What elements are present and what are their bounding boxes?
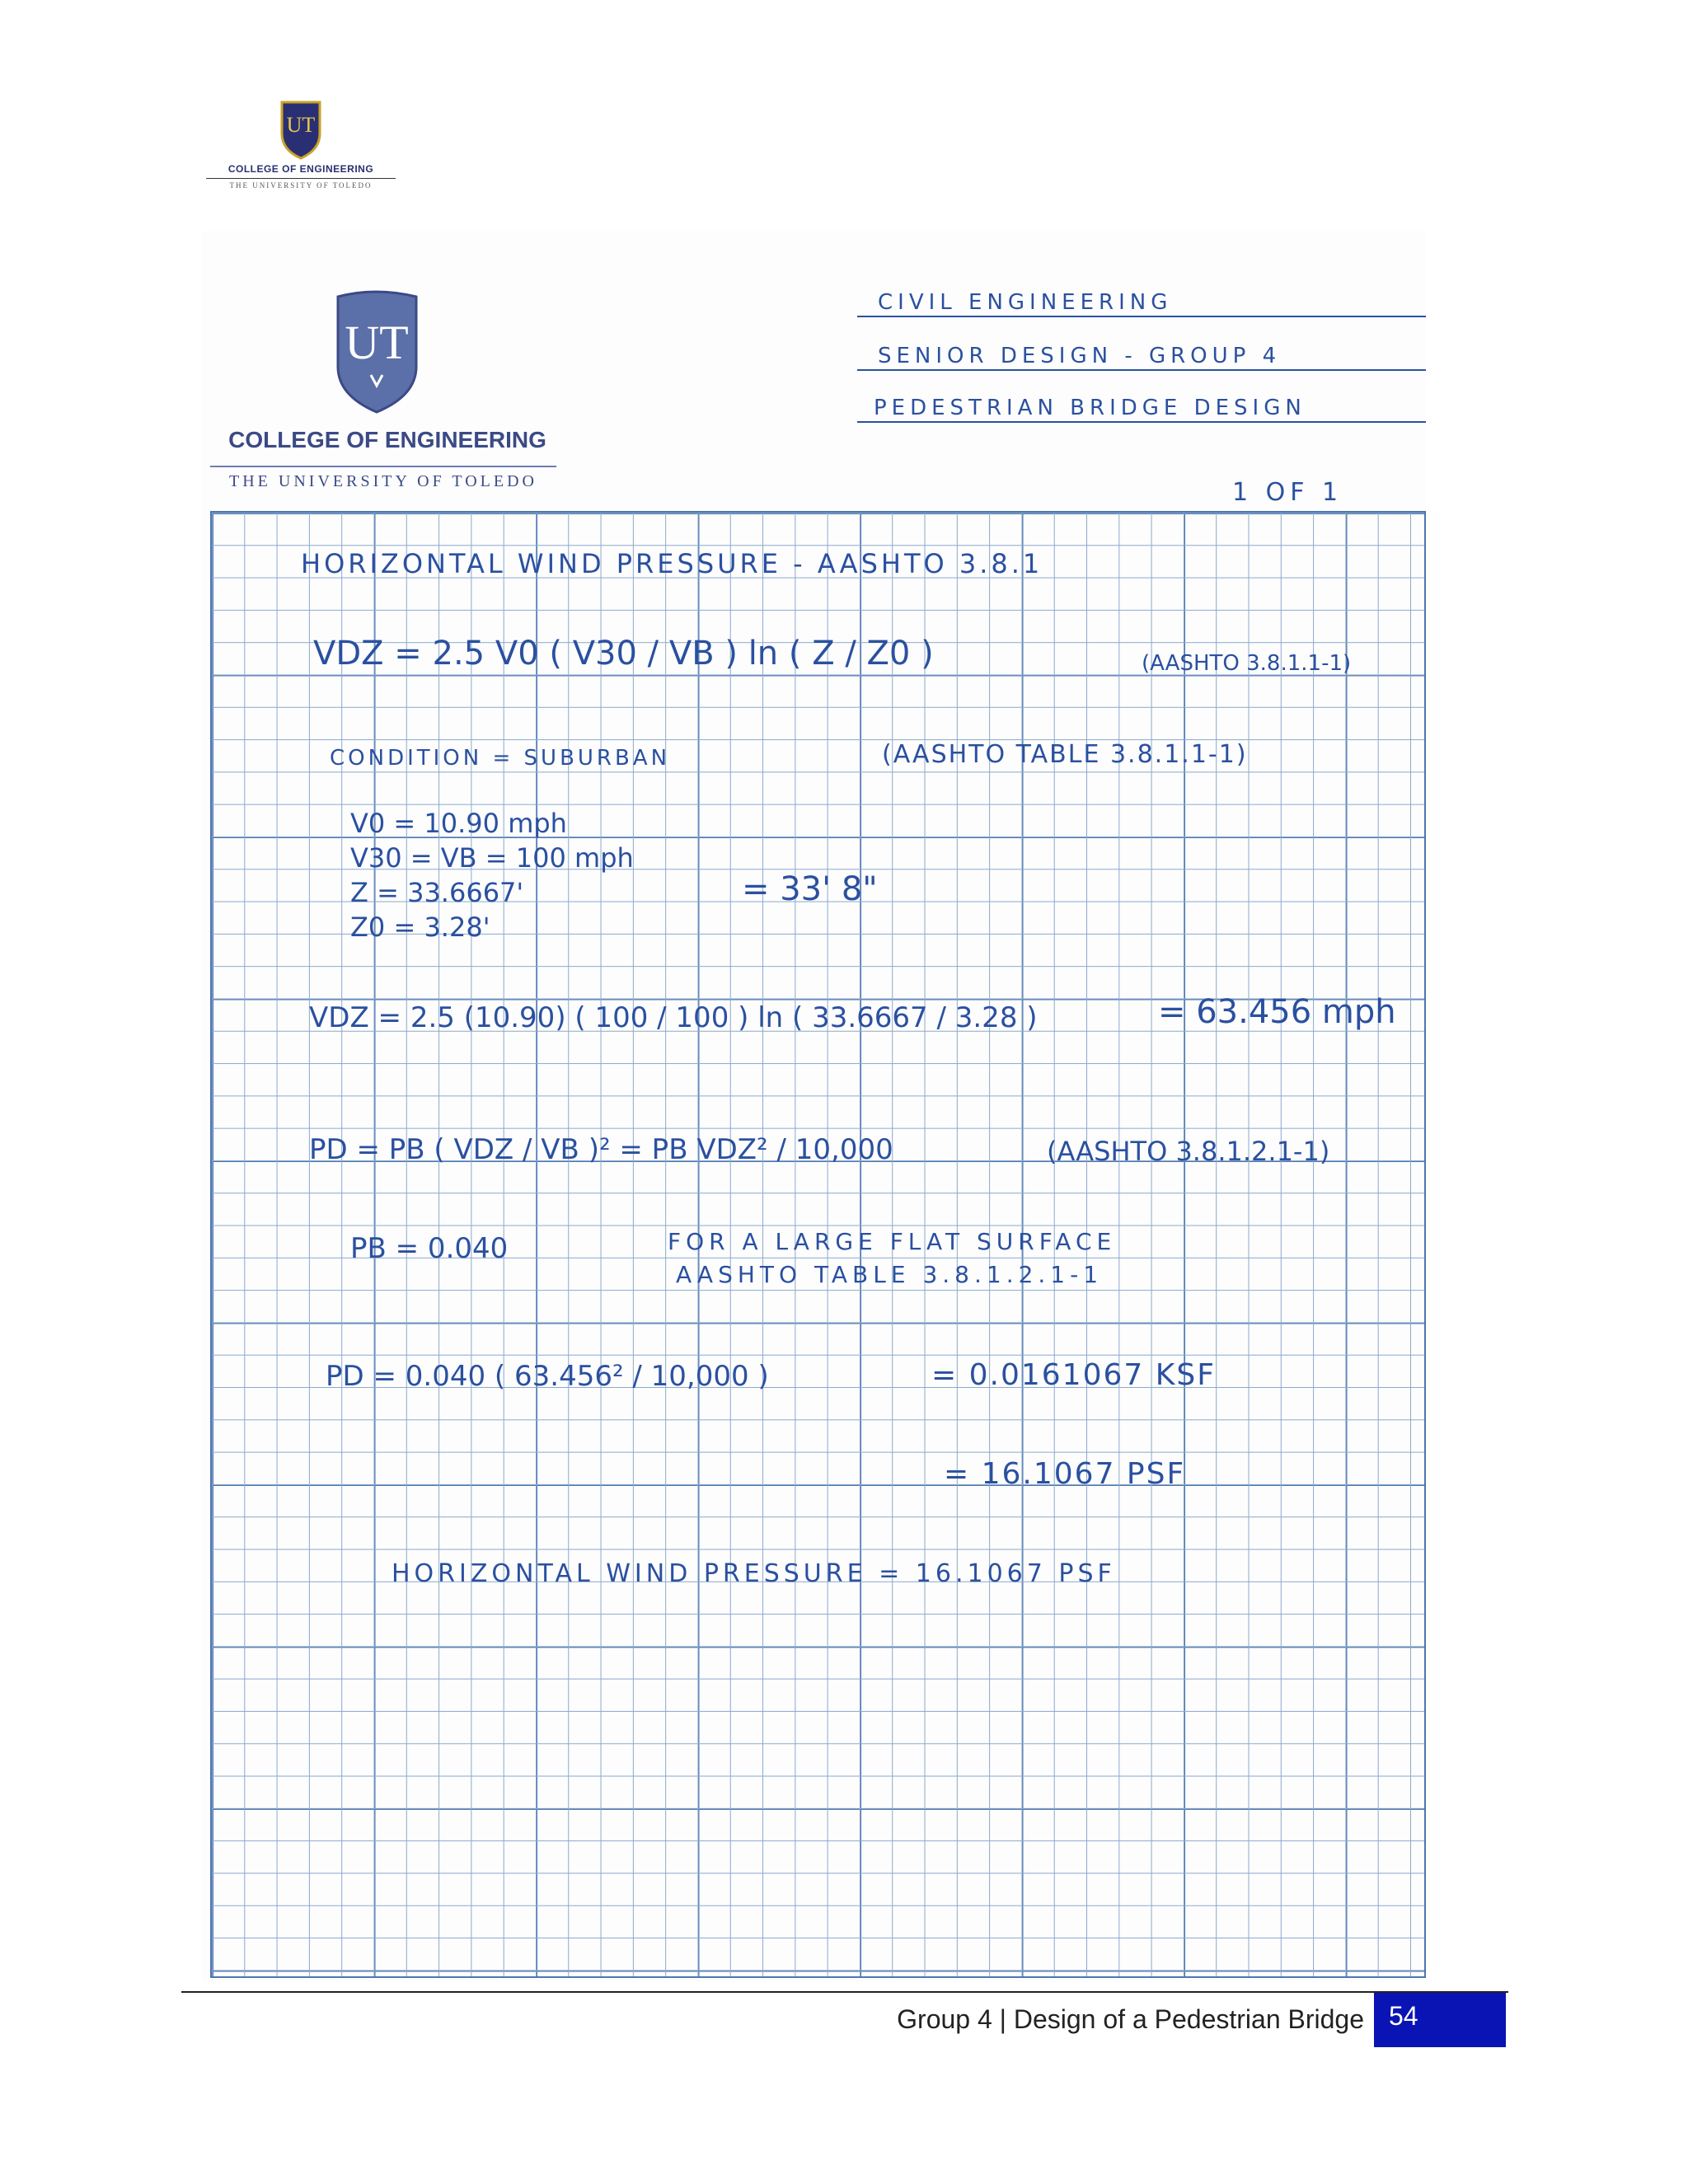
value-v30-vb: V30 = VB = 100 mph: [350, 842, 634, 874]
pb-note-1: FOR A LARGE FLAT SURFACE: [668, 1228, 1117, 1255]
title-underline: [857, 316, 1426, 317]
shield-icon: [206, 99, 396, 162]
calculation-sheet: [202, 231, 1426, 1982]
value-pb: PB = 0.040: [350, 1232, 509, 1265]
logo-letters: UT: [345, 316, 409, 369]
title-underline: [857, 369, 1426, 371]
value-v0: V0 = 10.90 mph: [350, 808, 567, 839]
value-z-feet-inches: = 33' 8": [742, 870, 878, 908]
value-z: Z = 33.6667': [350, 877, 524, 908]
logo-divider: [206, 178, 396, 179]
pd-result-ksf: = 0.0161067 KSF: [931, 1358, 1216, 1392]
equation-vdz: VDZ = 2.5 V0 ( V30 / VB ) ln ( Z / Z0 ): [313, 635, 934, 673]
condition-line: CONDITION = SUBURBAN: [330, 746, 671, 771]
title-line-1: CIVIL ENGINEERING: [878, 290, 1173, 315]
title-line-3: PEDESTRIAN BRIDGE DESIGN: [874, 396, 1306, 420]
logo-letters: UT: [286, 113, 316, 137]
logo-university-name: THE UNIVERSITY OF TOLEDO: [229, 181, 373, 190]
equation-vdz-reference: (AASHTO 3.8.1.1-1): [1142, 651, 1352, 676]
condition-reference: (AASHTO TABLE 3.8.1.1-1): [882, 740, 1248, 769]
pd-result-psf: = 16.1067 PSF: [944, 1457, 1186, 1491]
pd-calculation: PD = 0.040 ( 63.456² / 10,000 ): [326, 1360, 769, 1393]
value-z0: Z0 = 3.28': [350, 912, 490, 943]
calc-heading: HORIZONTAL WIND PRESSURE - AASHTO 3.8.1: [301, 548, 1043, 579]
title-line-2: SENIOR DESIGN - GROUP 4: [878, 344, 1282, 368]
header-logo: [206, 99, 396, 198]
logo-divider: [210, 466, 556, 467]
final-result: HORIZONTAL WIND PRESSURE = 16.1067 PSF: [392, 1559, 1116, 1588]
title-underline: [857, 421, 1426, 423]
footer-divider: [181, 1991, 1508, 1993]
sheet-number: 1 OF 1: [1232, 478, 1343, 507]
page-number-badge: 54: [1374, 1993, 1506, 2047]
equation-pd-reference: (AASHTO 3.8.1.2.1-1): [1047, 1136, 1330, 1167]
pb-note-2: AASHTO TABLE 3.8.1.2.1-1: [676, 1261, 1104, 1288]
logo-college-name: COLLEGE OF ENGINEERING: [228, 427, 546, 452]
sheet-logo: [210, 288, 565, 490]
shield-icon: [210, 288, 565, 420]
vdz-calculation: VDZ = 2.5 (10.90) ( 100 / 100 ) ln ( 33.6667 / 3.28 ): [309, 1001, 1038, 1034]
equation-pd: PD = PB ( VDZ / VB )² = PB VDZ² / 10,000: [309, 1133, 893, 1166]
footer-text: Group 4 | Design of a Pedestrian Bridge: [897, 2004, 1364, 2034]
vdz-result: = 63.456 mph: [1158, 993, 1396, 1031]
logo-college-name: COLLEGE OF ENGINEERING: [227, 163, 374, 175]
logo-university-name: THE UNIVERSITY OF TOLEDO: [229, 472, 537, 490]
